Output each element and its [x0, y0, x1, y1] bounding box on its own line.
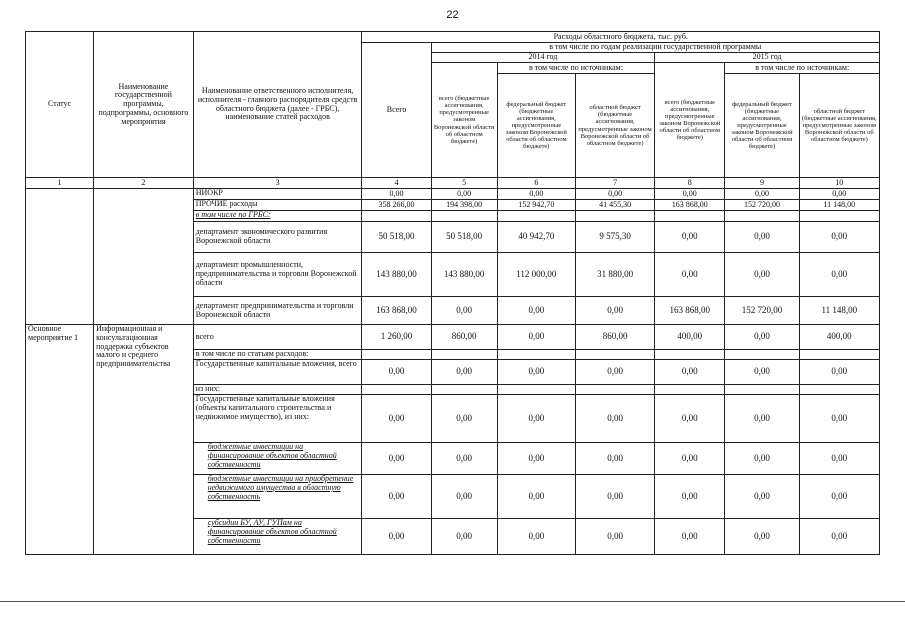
value-cell: 0,00	[799, 360, 879, 385]
value-cell: 9 575,30	[575, 222, 654, 253]
header-2014-total: всего (бюджетные ассигнования, предусмотренные законом Воронежской области об областном бюджете)	[431, 63, 497, 178]
value-cell: 0,00	[799, 519, 879, 555]
value-cell: 0,00	[362, 360, 431, 385]
table-row	[26, 325, 880, 350]
value-cell: 0,00	[655, 222, 725, 253]
value-cell: 0,00	[431, 443, 497, 475]
col-number: 6	[497, 178, 575, 189]
value-cell: 0,00	[725, 189, 799, 200]
row-label: департамент промышленности, предпринимательства и торговли Воронежской области	[193, 253, 362, 297]
row-label: Государственные капитальные вложения (объекты капитального строительства и недвижимое имущество), из них:	[193, 395, 362, 443]
value-cell: 50 518,00	[362, 222, 431, 253]
value-cell: 0,00	[362, 395, 431, 443]
header-year-2014: 2014 год	[431, 53, 655, 63]
value-cell: 40 942,70	[497, 222, 575, 253]
header-status: Статус	[26, 32, 94, 178]
row-label: Государственные капитальные вложения, всего	[193, 360, 362, 385]
row-label: департамент экономического развития Воронежской области	[193, 222, 362, 253]
value-cell: 0,00	[725, 360, 799, 385]
value-cell: 0,00	[575, 475, 654, 519]
col-number: 2	[94, 178, 194, 189]
header-2015-regional: областной бюджет (бюджетные ассигнования, предусмотренные законом Воронежской области об областном бюджете)	[799, 74, 879, 178]
value-cell: 400,00	[655, 325, 725, 350]
col-number: 4	[362, 178, 431, 189]
value-cell: 0,00	[799, 222, 879, 253]
col-number: 7	[575, 178, 654, 189]
value-cell: 0,00	[725, 395, 799, 443]
header-executor: Наименование ответственного исполнителя, исполнителя - главного распорядителя средств областного бюджета (далее - ГРБС), наименование статей расходов	[193, 32, 362, 178]
budget-table	[25, 31, 880, 555]
value-cell: 358 266,00	[362, 200, 431, 211]
value-cell: 41 455,30	[575, 200, 654, 211]
value-cell: 163 868,00	[655, 200, 725, 211]
value-cell: 860,00	[575, 325, 654, 350]
header-2014-by-sources: в том числе по источникам:	[497, 63, 655, 74]
value-cell: 0,00	[497, 189, 575, 200]
value-cell: 0,00	[431, 297, 497, 325]
header-2015-total: всего (бюджетные ассигнования, предусмотренные законом Воронежской области об областном бюджете)	[655, 63, 725, 178]
row-label: НИОКР	[193, 189, 362, 200]
value-cell: 0,00	[362, 475, 431, 519]
value-cell: 1 260,00	[362, 325, 431, 350]
row-label: ПРОЧИЕ расходы	[193, 200, 362, 211]
header-expenses: Расходы областного бюджета, тыс. руб.	[362, 32, 880, 43]
header-program-name: Наименование государственной программы, подпрограммы, основного мероприятия	[94, 32, 194, 178]
row-label: в том числе по ГРБС:	[193, 211, 362, 222]
value-cell: 152 942,70	[497, 200, 575, 211]
value-cell: 0,00	[799, 395, 879, 443]
value-cell: 0,00	[575, 189, 654, 200]
value-cell: 0,00	[575, 297, 654, 325]
value-cell: 0,00	[655, 519, 725, 555]
value-cell: 0,00	[799, 253, 879, 297]
value-cell: 152 720,00	[725, 200, 799, 211]
page-bottom-rule	[0, 601, 905, 602]
value-cell: 0,00	[362, 443, 431, 475]
header-2014-regional: областной бюджет (бюджетные ассигнования, предусмотренные законом Воронежской области об областном бюджете)	[575, 74, 654, 178]
col-number: 3	[193, 178, 362, 189]
value-cell: 0,00	[655, 189, 725, 200]
value-cell: 0,00	[655, 395, 725, 443]
header-total: Всего	[362, 43, 431, 178]
value-cell: 860,00	[431, 325, 497, 350]
value-cell: 143 880,00	[431, 253, 497, 297]
value-cell: 0,00	[362, 189, 431, 200]
value-cell: 0,00	[497, 325, 575, 350]
value-cell: 0,00	[725, 475, 799, 519]
value-cell: 0,00	[575, 519, 654, 555]
value-cell: 0,00	[497, 395, 575, 443]
value-cell: 0,00	[431, 475, 497, 519]
col-number: 1	[26, 178, 94, 189]
header-by-years: в том числе по годам реализации государственной программы	[431, 43, 879, 53]
value-cell: 50 518,00	[431, 222, 497, 253]
value-cell: 11 148,00	[799, 200, 879, 211]
value-cell: 0,00	[799, 189, 879, 200]
column-numbers-row	[26, 178, 880, 189]
value-cell: 0,00	[655, 360, 725, 385]
row-label: из них:	[193, 385, 362, 395]
value-cell: 0,00	[431, 189, 497, 200]
value-cell: 0,00	[497, 443, 575, 475]
row-label: субсидии БУ, АУ, ГУПам на финансирование объектов областной собственности	[193, 519, 362, 555]
value-cell: 0,00	[362, 519, 431, 555]
header-2015-federal: федеральный бюджет (бюджетные ассигнования, предусмотренные законом Воронежской области об областном бюджете)	[725, 74, 799, 178]
value-cell: 0,00	[497, 360, 575, 385]
measure-name: Информационная и консультационная поддержка субъектов малого и среднего предпринимательства	[94, 325, 194, 555]
header-2014-federal: федеральный бюджет (бюджетные ассигнования, предусмотренные законом Воронежской области об областном бюджете)	[497, 74, 575, 178]
status-cell-empty	[26, 189, 94, 325]
value-cell: 112 000,00	[497, 253, 575, 297]
value-cell: 11 148,00	[799, 297, 879, 325]
program-cell-empty	[94, 189, 194, 325]
value-cell: 0,00	[799, 475, 879, 519]
col-number: 5	[431, 178, 497, 189]
col-number: 8	[655, 178, 725, 189]
measure-status: Основное мероприятие 1	[26, 325, 94, 555]
value-cell: 0,00	[497, 519, 575, 555]
value-cell: 0,00	[575, 443, 654, 475]
value-cell: 0,00	[655, 443, 725, 475]
header-year-2015: 2015 год	[655, 53, 880, 63]
value-cell: 0,00	[431, 519, 497, 555]
row-label: всего	[193, 325, 362, 350]
row-label: бюджетные инвестиции на финансирование объектов областной собственности	[193, 443, 362, 475]
value-cell: 143 880,00	[362, 253, 431, 297]
value-cell: 0,00	[725, 519, 799, 555]
row-label: бюджетные инвестиции на приобретение недвижимого имущества в областную собственность	[193, 475, 362, 519]
value-cell: 163 868,00	[362, 297, 431, 325]
col-number: 9	[725, 178, 799, 189]
value-cell: 0,00	[497, 297, 575, 325]
table-row	[26, 189, 880, 200]
row-label: департамент предпринимательства и торговли Воронежской области	[193, 297, 362, 325]
value-cell: 0,00	[725, 443, 799, 475]
page-number: 22	[446, 9, 459, 21]
value-cell: 0,00	[725, 222, 799, 253]
value-cell: 0,00	[575, 395, 654, 443]
value-cell: 0,00	[655, 253, 725, 297]
value-cell: 31 880,00	[575, 253, 654, 297]
value-cell: 0,00	[655, 475, 725, 519]
value-cell: 0,00	[725, 253, 799, 297]
row-label: в том числе по статьям расходов:	[193, 350, 362, 360]
value-cell: 194 398,00	[431, 200, 497, 211]
value-cell: 163 868,00	[655, 297, 725, 325]
value-cell: 0,00	[725, 325, 799, 350]
value-cell: 0,00	[431, 360, 497, 385]
value-cell: 0,00	[799, 443, 879, 475]
value-cell: 152 720,00	[725, 297, 799, 325]
col-number: 10	[799, 178, 879, 189]
value-cell: 0,00	[497, 475, 575, 519]
value-cell: 0,00	[575, 360, 654, 385]
value-cell: 400,00	[799, 325, 879, 350]
value-cell: 0,00	[431, 395, 497, 443]
header-2015-by-sources: в том числе по источникам:	[725, 63, 880, 74]
